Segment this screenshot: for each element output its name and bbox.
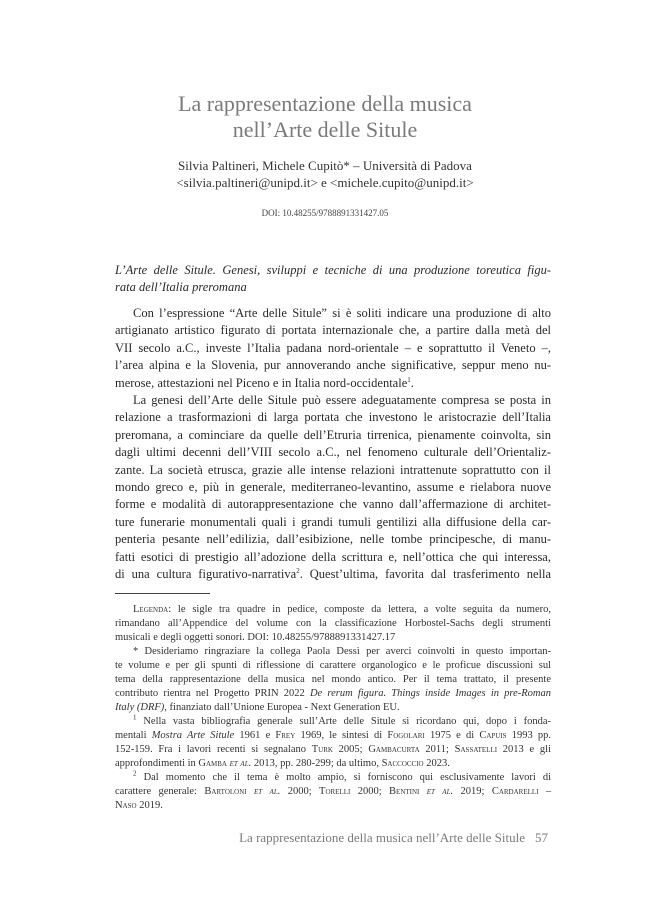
note-line xyxy=(115,785,551,799)
note-text-run: – xyxy=(545,786,552,797)
note-line xyxy=(115,687,551,701)
body-line: relazione a trasformazioni di larga portata che investono le aristocrazie dell’Italia xyxy=(115,410,551,425)
body-line: VII secolo a.C., investe l’Italia padana nord-orientale – e soprattutto il Veneto –, xyxy=(115,340,551,355)
note-line: tema della rappresentazione della musica nel mondo antico. Per il tema trattato, il presente xyxy=(115,674,551,685)
body-line: artigianato artistico figurato di portata internazionale che, a partire dalla metà del xyxy=(115,323,551,338)
note-text-run: 2013, pp. 280-299; da ultimo, xyxy=(253,758,379,769)
legenda-label: Legenda xyxy=(133,604,169,615)
note-text-run: 152-159. Fra i lavori recenti si segnalano xyxy=(115,744,306,755)
note-text-run: : le sigle tra quadre in pedice, composte da lettera, a volte seguita da numero, xyxy=(168,604,551,615)
body-line: penteria pesante nell’edilizia, dall’esibizione, nelle tombe principesche, di manu- xyxy=(115,532,551,547)
note-line: te volume e per gli spunti di riflessione di carattere organologico e le proficue discussioni sul xyxy=(115,660,551,671)
body-line: Con l’espressione “Arte delle Situle” si è soliti indicare una produzione di alto xyxy=(133,306,551,320)
note-text-run: 2023. xyxy=(426,758,450,769)
project-acronym-italic: Italy (DRF) xyxy=(115,702,165,713)
note-line xyxy=(115,743,551,757)
section-heading-line: rata dell’Italia preromana xyxy=(115,280,247,294)
body-line xyxy=(115,375,551,392)
ref-author: Sassatelli xyxy=(454,744,498,755)
ref-author: Capuis xyxy=(479,730,507,741)
running-title: La rappresentazione della musica nell’Arte delle Situle xyxy=(239,830,525,845)
note-text-run: Nella vasta bibliografia generale sull’Arte delle Situle si ricordano qui, dopo i fonda- xyxy=(143,716,552,727)
title-line-1: La rappresentazione della musica xyxy=(178,91,472,116)
page-number: 57 xyxy=(535,830,548,845)
footnote-divider xyxy=(115,593,210,594)
authors-emails: <silvia.paltineri@unipd.it> e <michele.cupito@unipd.it> xyxy=(176,175,474,190)
body-text xyxy=(115,305,551,584)
ref-etal: et al. xyxy=(229,758,252,769)
ref-author: Naso xyxy=(115,800,137,811)
note-line: musicali e degli oggetti sonori. DOI: 10.48255/9788891331427.17 xyxy=(115,632,396,643)
note-line: * Desideriamo ringraziare la collega Paola Dessì per averci coinvolti in questo importan- xyxy=(133,646,551,657)
ref-author: Bartoloni xyxy=(204,786,247,797)
note-text-run: 2019. xyxy=(139,800,163,811)
ref-author: Bentini xyxy=(389,786,420,797)
note-line xyxy=(115,771,551,785)
note-text-run: 2000; xyxy=(287,786,312,797)
ref-author: Fogolari xyxy=(387,730,425,741)
body-line: preromana, a cominciare da quelle dell’Etruria tirrenica, pienamente coinvolta, sin xyxy=(115,427,551,442)
body-line: mondo greco e, più in generale, mediterraneo-levantino, assume e rielabora nuove xyxy=(115,480,551,495)
ref-etal: et al. xyxy=(426,786,454,797)
authors-names: Silvia Paltineri, Michele Cupitò* – Università di Padova xyxy=(178,158,472,173)
note-line xyxy=(115,729,551,743)
ref-author: Torelli xyxy=(319,786,351,797)
ref-author: Turk xyxy=(311,744,333,755)
note-text-run: , finanziato dall’Unione Europea - Next Generation EU. xyxy=(164,702,400,713)
body-line: fatti esotici di prestigio all’adozione della scrittura e, nell’ottica che qui interessa, xyxy=(115,549,551,564)
footnote-ref-1[interactable]: 1 xyxy=(407,375,411,384)
ref-author: Gambacurta xyxy=(368,744,420,755)
doi: DOI: 10.48255/9788891331427.05 xyxy=(261,208,389,218)
note-text-run: 2005; xyxy=(338,744,363,755)
note-text-run: 1993 pp. xyxy=(511,730,552,741)
note-text-run: contributo rientra nel Progetto PRIN 2022 xyxy=(115,688,305,699)
project-title-italic: De rerum figura. Things inside Images in pre-Roman xyxy=(309,688,552,699)
body-line: La genesi dell’Arte delle Situle può essere adeguatamente compresa se posta in xyxy=(133,393,551,408)
note-text-run: Dal momento che il tema è molto ampio, si forniscono qui esclusivamente lavori di xyxy=(143,772,552,783)
note-text-run: approfondimenti in xyxy=(115,758,196,769)
footnotes xyxy=(115,603,551,813)
body-line: ture funerarie monumentali quali i grandi tumuli gentilizi alla diffusione della car- xyxy=(115,514,551,529)
note-text-run: 1975 e di xyxy=(429,730,475,741)
note-text-run: 2000; xyxy=(357,786,382,797)
ref-italic: Mostra Arte Situle xyxy=(151,730,235,741)
note-text-run: 2019; xyxy=(460,786,485,797)
page-footer xyxy=(0,830,548,846)
section-heading-line: L’Arte delle Situle. Genesi, sviluppi e tecniche di una produzione toreutica figu- xyxy=(115,263,551,277)
title-line-2: nell’Arte delle Situle xyxy=(232,117,418,142)
body-text-run: . xyxy=(410,375,414,390)
footnote-mark-1: 1 xyxy=(133,713,137,722)
footnote-ref-2[interactable]: 2 xyxy=(296,566,300,575)
note-text-run: 1961 e xyxy=(239,730,271,741)
note-text-run: mentali xyxy=(115,730,147,741)
note-text-run: 2013 e gli xyxy=(502,744,552,755)
note-line xyxy=(115,701,551,715)
note-text-run: 1969, le sintesi di xyxy=(300,730,383,741)
authors-block xyxy=(0,157,650,191)
body-line: forme e modalità di autorappresentazione che vanno dall’affermazione di architet- xyxy=(115,497,551,512)
ref-etal: et al. xyxy=(254,786,281,797)
body-line: l’area alpina e la Slovenia, pur annoverando anche significative, seppur meno nu- xyxy=(115,358,551,373)
body-text-run: di una cultura figurativo-narrativa xyxy=(115,567,297,582)
note-line: rimandano all’Appendice del volume con la classificazione Horbostel-Sachs degli strumenti xyxy=(115,618,551,629)
body-line: zante. La società etrusca, grazie alle intense relazioni intrattenute soprattutto con il xyxy=(115,462,551,477)
note-line xyxy=(115,603,551,617)
footnote-mark-2: 2 xyxy=(133,769,137,778)
ref-author: Cardarelli xyxy=(491,786,539,797)
note-line xyxy=(115,715,551,729)
body-line xyxy=(115,566,551,583)
ref-author: Gamba xyxy=(198,758,227,769)
note-text-run: 2011; xyxy=(425,744,449,755)
body-text-run: . Quest’ultima, favorita dal trasferimento nella xyxy=(299,567,551,582)
article-title xyxy=(0,91,650,143)
body-line: dagli ultimi decenni dell’VIII secolo a.C., nel fenomeno culturale dell’Orientaliz- xyxy=(115,445,551,460)
note-line xyxy=(115,799,551,813)
note-text-run: carattere generale: xyxy=(115,786,197,797)
section-heading xyxy=(115,262,551,296)
ref-author: Frey xyxy=(275,730,296,741)
body-text-run: merose, attestazioni nel Piceno e in Italia nord-occidentale xyxy=(115,375,408,390)
note-line xyxy=(115,757,551,771)
ref-author: Saccoccio xyxy=(381,758,424,769)
